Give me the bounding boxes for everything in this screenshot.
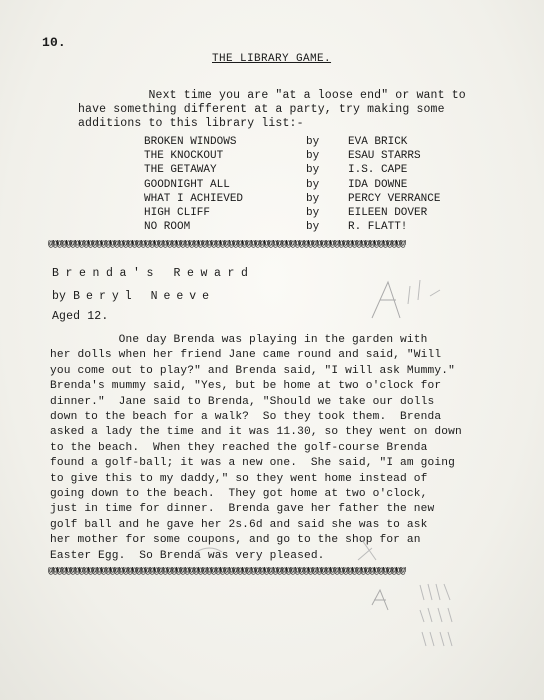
story-body: One day Brenda was playing in the garden with her dolls when her friend Jane came round and said, "Will you come out to play?" and Brenda said, "I will ask Mummy." Brenda's mummy said, "Yes, but be home at two o'clock for dinner." Jane said to Brenda, "Should we take our dolls down to the beach for a walk? So they took them. Brenda asked a lady the time and it was 11.30, so they went on down to the beach. When they reached the golf-course Brenda found a golf-ball; it was a new one. She said, "I am going to give this to my daddy," so they went home instead of going down to the beach. They got home at two o'clock, just in time for dinner. Brenda gave her father the new golf ball and he gave her 2s.6d and said she was to ask her mother for some coupons, and go to the shop for an Easter Egg. So Brenda was very pleased. (50, 334, 462, 562)
section-title: THE LIBRARY GAME. (212, 53, 332, 65)
author-age: Aged 12. (52, 310, 109, 323)
page-number: 10. (42, 35, 66, 50)
story-byline: by Beryl Neeve (52, 290, 216, 303)
ornamental-divider: @@@@@@@@@@@@@@@@@@@@@@@@@@@@@@@@@@@@@@@@@@@@@@@@@@@@@@@@@@@@@@@@@@@@@@@@@@@@@@@@@ (48, 240, 405, 250)
story-title: Brenda's Reward (52, 267, 255, 280)
ornamental-divider-bottom: @@@@@@@@@@@@@@@@@@@@@@@@@@@@@@@@@@@@@@@@@@@@@@@@@@@@@@@@@@@@@@@@@@@@@@@@@@@@@@@@@ (48, 567, 405, 577)
intro-paragraph: Next time you are "at a loose end" or want to have something different at a party, try making some additions to this library list:- (78, 89, 466, 130)
document-page: 10. THE LIBRARY GAME. Next time you are "at a loose end" or want to have something different at a party, try making some additions to this library list:- BROKEN WINDOWS by EVA BRICK THE KNOCKOUT by ESAU STARRS THE GETAWAY by I.S. CAPE GOODNIGHT ALL by IDA DOWNE WHAT I ACHIEVED by PERCY VERRANCE HIGH CLIFF by EILEEN DOVER NO ROOM by R. FLATT! @@@@@@@@@@@@@@@@@@@@@@@@@@@@@@@@@@@@@@@@@@@@@@@@@@@@@@@@@@@@@@@@@@@@@@@@@@@@@@@@@ Brenda's Reward by Beryl Neeve Aged 12. One day Brenda was playing in the garden with her dolls when her friend Jane came round and said, "Will you come out to play?" and Brenda said, "I will ask Mummy." Brenda's mummy said, "Yes, but be home at two o'clock for dinner." Jane said to Brenda, "Should we take our dolls down to the beach for a walk? So they took them. Brenda asked a lady the time and it was 11.30, so they went on down to the beach. When they reached the golf-course Brenda found a golf-ball; it was a new one. She said, "I am going to give this to my daddy," so they went home instead of going down to the beach. They got home at two o'clock, just in time for dinner. Brenda gave her father the new golf ball and he gave her 2s.6d and said she was to ask her mother for some coupons, and go to the shop for an Easter Egg. So Brenda was very pleased. @@@@@@@@@@@@@@@@@@@@@@@@@@@@@@@@@@@@@@@@@@@@@@@@@@@@@@@@@@@@@@@@@@@@@@@@@@@@@@@@@ (0, 0, 544, 700)
